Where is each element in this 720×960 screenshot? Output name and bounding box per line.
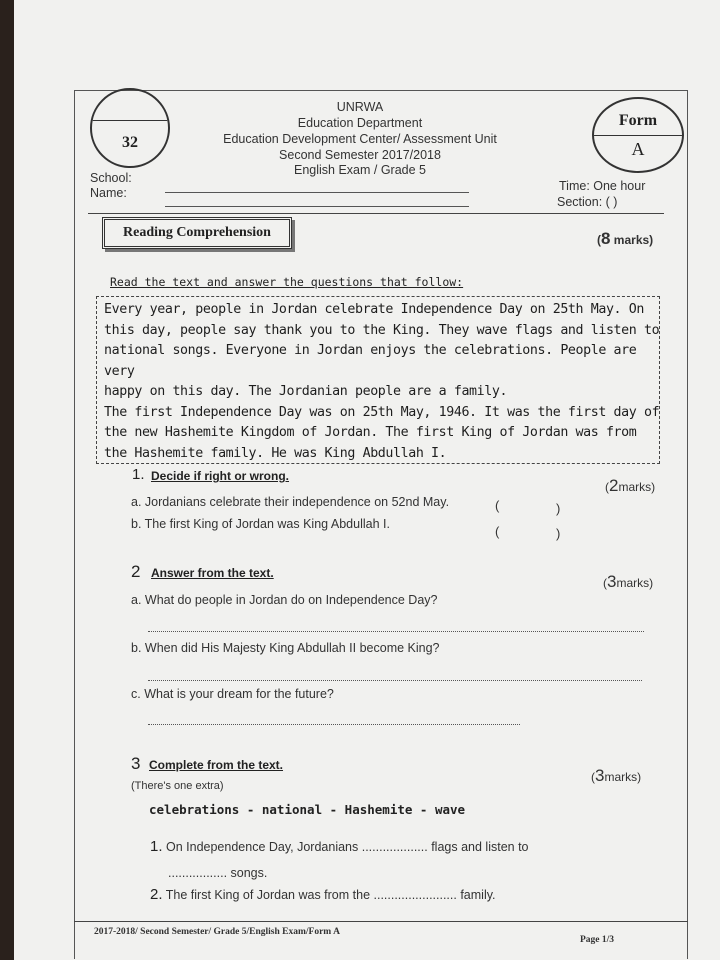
header-semester: Second Semester 2017/2018 bbox=[279, 148, 441, 162]
form-divider bbox=[594, 135, 682, 136]
passage-text bbox=[104, 300, 664, 464]
q3-title: Complete from the text. bbox=[149, 758, 284, 772]
q3-note: (There's one extra) bbox=[131, 780, 224, 792]
q3-word-bank: celebrations - national - Hashemite - wave bbox=[149, 802, 466, 817]
q2-marks: (3marks) bbox=[603, 572, 654, 591]
q1-item-b: b. The first King of Jordan was King Abdullah I. bbox=[131, 517, 390, 531]
school-label: School: bbox=[90, 171, 132, 185]
q3-number: 3 bbox=[131, 754, 141, 773]
header-org: UNRWA bbox=[336, 100, 384, 114]
reading-marks-text: marks) bbox=[610, 233, 654, 247]
q2-b-answer-line[interactable] bbox=[148, 680, 642, 681]
q2-number: 2 bbox=[131, 562, 141, 581]
q2-a-answer-line[interactable] bbox=[148, 631, 644, 632]
q2-item-b: b. When did His Majesty King Abdullah II become King? bbox=[131, 641, 440, 655]
header-divider bbox=[88, 213, 664, 214]
header-center: Education Development Center/ Assessment Unit bbox=[223, 132, 497, 146]
header-exam: English Exam / Grade 5 bbox=[293, 163, 426, 177]
form-value: A bbox=[631, 139, 645, 159]
q3-item-1 bbox=[150, 838, 529, 855]
form-label: Form bbox=[618, 112, 658, 129]
q3-item-2-num: 2. bbox=[150, 886, 163, 903]
reading-marks-num: 8 bbox=[601, 229, 611, 248]
q2-marks-text: marks) bbox=[616, 576, 654, 590]
q1-a-answer-slot[interactable] bbox=[496, 498, 556, 516]
q1-marks-num: 2 bbox=[609, 476, 619, 495]
form-circle bbox=[592, 97, 684, 173]
q1-b-close: ) bbox=[556, 526, 561, 541]
passage-line: this day, people say thank you to the King. They wave flags and listen to bbox=[104, 322, 660, 338]
q1-marks: (2marks) bbox=[605, 476, 656, 495]
reading-instruction: Read the text and answer the questions that follow: bbox=[110, 275, 464, 289]
score-value: 32 bbox=[122, 134, 138, 151]
q2-title: Answer from the text. bbox=[151, 566, 274, 580]
q3-marks-num: 3 bbox=[595, 766, 605, 785]
q3-item-2 bbox=[150, 886, 496, 903]
footer-divider bbox=[74, 921, 688, 922]
reading-marks: (8 marks) bbox=[597, 229, 654, 248]
q3-item-1-num: 1. bbox=[150, 838, 163, 855]
q3-marks: (3marks) bbox=[591, 766, 642, 785]
q1-b-open: ( bbox=[495, 524, 500, 539]
q1-number: 1. bbox=[132, 466, 145, 483]
q3-item-1-blank[interactable]: ................... bbox=[361, 840, 428, 854]
q3-item-2-blank[interactable]: ........................ bbox=[373, 888, 457, 902]
q2-item-a: a. What do people in Jordan do on Independence Day? bbox=[131, 593, 438, 607]
q2-item-c: c. What is your dream for the future? bbox=[131, 687, 334, 701]
q1-marks-text: marks) bbox=[618, 480, 656, 494]
passage-line: national songs. Everyone in Jordan enjoys the celebrations. People are very bbox=[104, 343, 637, 379]
passage-line: happy on this day. The Jordanian people are a family. bbox=[104, 384, 508, 399]
q1-title: Decide if right or wrong. bbox=[151, 469, 290, 483]
q3-item-2-before: The first King of Jordan was from the bbox=[165, 888, 374, 902]
header-department: Education Department bbox=[297, 116, 423, 130]
q3-item-2-after: family. bbox=[456, 888, 496, 902]
name-label: Name: bbox=[90, 186, 127, 200]
footer-left: 2017-2018/ Second Semester/ Grade 5/English Exam/Form A bbox=[94, 927, 340, 937]
time-text: Time: One hour bbox=[559, 179, 646, 193]
q2-marks-num: 3 bbox=[607, 572, 617, 591]
passage-line: the new Hashemite Kingdom of Jordan. The first King of Jordan was from bbox=[104, 425, 637, 440]
reading-title-box: Reading Comprehension bbox=[102, 217, 292, 249]
q1-a-close: ) bbox=[556, 501, 561, 516]
q3-item-1-after: flags and listen to bbox=[427, 840, 529, 854]
q1-a-open: ( bbox=[495, 498, 500, 513]
q3-item-1-cont[interactable]: ................. songs. bbox=[168, 866, 268, 880]
footer-page: Page 1/3 bbox=[580, 935, 615, 945]
q1-item-a: a. Jordanians celebrate their independence on 52nd May. bbox=[131, 495, 450, 509]
q1-b-answer-slot[interactable] bbox=[496, 524, 556, 542]
passage-line: the Hashemite family. He was King Abdullah I. bbox=[104, 445, 447, 461]
name-line[interactable] bbox=[165, 206, 469, 207]
q3-marks-text: marks) bbox=[604, 770, 642, 784]
passage-line: Every year, people in Jordan celebrate Independence Day on 25th May. On bbox=[104, 302, 644, 317]
section-text: Section: ( ) bbox=[557, 195, 618, 209]
q2-c-answer-line[interactable] bbox=[148, 724, 520, 725]
q3-item-1-before: On Independence Day, Jordanians bbox=[166, 840, 362, 854]
school-line[interactable] bbox=[165, 192, 469, 193]
passage-line: The first Independence Day was on 25th May, 1946. It was the first day of bbox=[104, 404, 660, 420]
